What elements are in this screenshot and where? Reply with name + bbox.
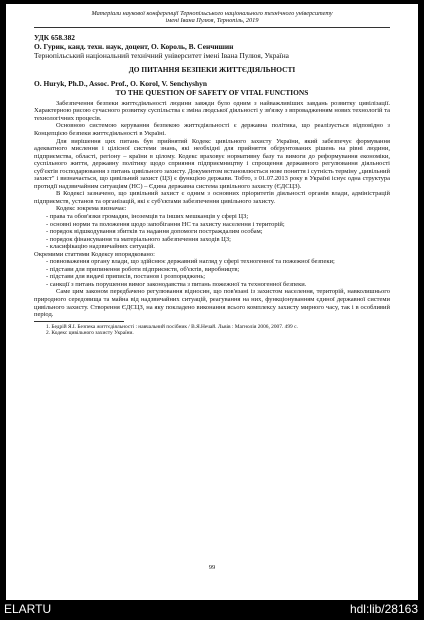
code-definitions-list: [34, 213, 390, 251]
list-item: - права та обов'язки громадян, іноземців та інших мешканців у сфері ЦЗ;: [34, 213, 390, 221]
header-line-2: імені Івана Пулюя, Тернопіль, 2019: [165, 17, 259, 25]
list-item: - підстави для припинення роботи підприємств, об'єктів, виробництв;: [34, 266, 390, 274]
list-item: - класифікацію надзвичайних ситуацій.: [34, 243, 390, 251]
authors-english: O. Huryk, Ph.D., Assoc. Prof., O. Korol, V. Senchyshyn: [34, 78, 207, 88]
handle-id: hdl:lib/28163: [349, 602, 418, 616]
watermark-bar: [0, 600, 424, 620]
header-line-1: Матеріали наукової конференції Тернопільського національного технічного університету: [91, 10, 333, 17]
paragraph: Кодекс зокрема визначає:: [56, 205, 127, 213]
code-articles-list: [34, 258, 390, 288]
paper-title: ДО ПИТАННЯ БЕЗПЕКИ ЖИТТЄДІЯЛЬНОСТІ: [128, 64, 296, 74]
affiliation: Тернопільський національний технічний університет імені Івана Пулюя, Україна: [34, 50, 289, 60]
page-number: 99: [208, 564, 216, 571]
paragraph: В Кодексі зазначено, що цивільний захист є одним з основних пріоритетів діяльності органів влади, адміністрацій підприємств, установ та організацій, які є суб'єктами забезпечення цивільного захисту.: [34, 190, 390, 205]
footnote-divider: [34, 321, 124, 322]
paper-title-english: TO THE QUESTION OF SAFETY OF VITAL FUNCTIONS: [115, 87, 309, 97]
paragraph: Забезпечення безпеки життєдіяльності людини завжди було одним з найважливіших завдань розвитку цивілізації. Характерною рисою сучасного розвитку суспільства є зміна людської діяльності у зв'язку з впровадженням нових технологій та технологічних процесів.: [34, 99, 390, 122]
header-divider: [34, 27, 390, 28]
udc-code: УДК 658.382: [34, 32, 75, 42]
paragraph: Основною системою керування безпекою життєдіяльності є державна політика, що реалізується відповідно з Концепцією безпеки життєдіяльності в Україні.: [34, 122, 390, 137]
list-item: - підстави для видачі приписів, постанов і розпоряджень;: [34, 273, 390, 281]
repository-name: ELARTU: [4, 602, 52, 616]
list-item: - повноваження органу влади, що здійснює державний нагляд у сфері техногенної та пожежної безпеки;: [34, 258, 390, 266]
authors: О. Гурик, канд. техн. наук, доцент, О. Король, В. Сенчишин: [34, 41, 234, 51]
reference-item: 1. Бедрій Я.І. Безпека життєдіяльності : навчальний посібник / В.Я.Нечай. Львів : Магнолія 2006, 2007. 499 с.: [46, 323, 298, 330]
document-page: [6, 4, 418, 600]
references: [34, 324, 390, 337]
list-item: - порядок фінансування та матеріального забезпечення заходів ЦЗ;: [34, 236, 390, 244]
list-item: - основні норми та положення щодо запобігання НС та захисту населення і територій;: [34, 221, 390, 229]
list-intro: Окремими статтями Кодексу впорядковано:: [34, 250, 155, 258]
paragraph: Для вирішення цих питань був прийнятий Кодекс цивільного захисту України, який забезпечує формування адекватного мислення і цілісної системи знань, які необхідні для прийняття обґрунтованих рішень на рівні людини, підприємства, області, регіону – країни в цілому. Кодекс враховує нормативну базу та вимоги до реформування економіки, суспільного життя, державну політику щодо сприяння підприємництву і спрощення державного регулювання діяльності суб'єктів господарювання з питань цивільного захисту. Документом встановлюється нове поняття і сутність терміну „цивільний захист" і визначається, що цивільний захист (ЦЗ) є функцією держави. Тобто, з 01.07.2013 року в Україні існує одна структура протидії надзвичайним ситуаціям (НС) – Єдина державна система цивільного захисту (ЄДСЦЗ).: [34, 137, 390, 190]
running-header: [34, 10, 390, 25]
paragraph: Саме цим законом передбачено регулювання відносин, що пов'язані із захистом населення, територій, навколишнього природного середовища та майна від надзвичайних ситуацій, реагування на них, функціонуванням єдиної державної системи цивільного захисту. Створення ЄДСЦЗ, на яку покладено виконання всього комплексу захисту мирного часу, так і в особливий період.: [34, 288, 390, 319]
reference-item: 2. Кодекс цивільного захисту України.: [46, 330, 134, 337]
list-item: - санкції з питань порушення вимог законодавства з питань пожежної та техногенної безпеки.: [34, 281, 390, 289]
body-text: [34, 100, 390, 319]
list-item: - порядок відшкодування збитків та надання допомоги постраждалим особам;: [34, 228, 390, 236]
